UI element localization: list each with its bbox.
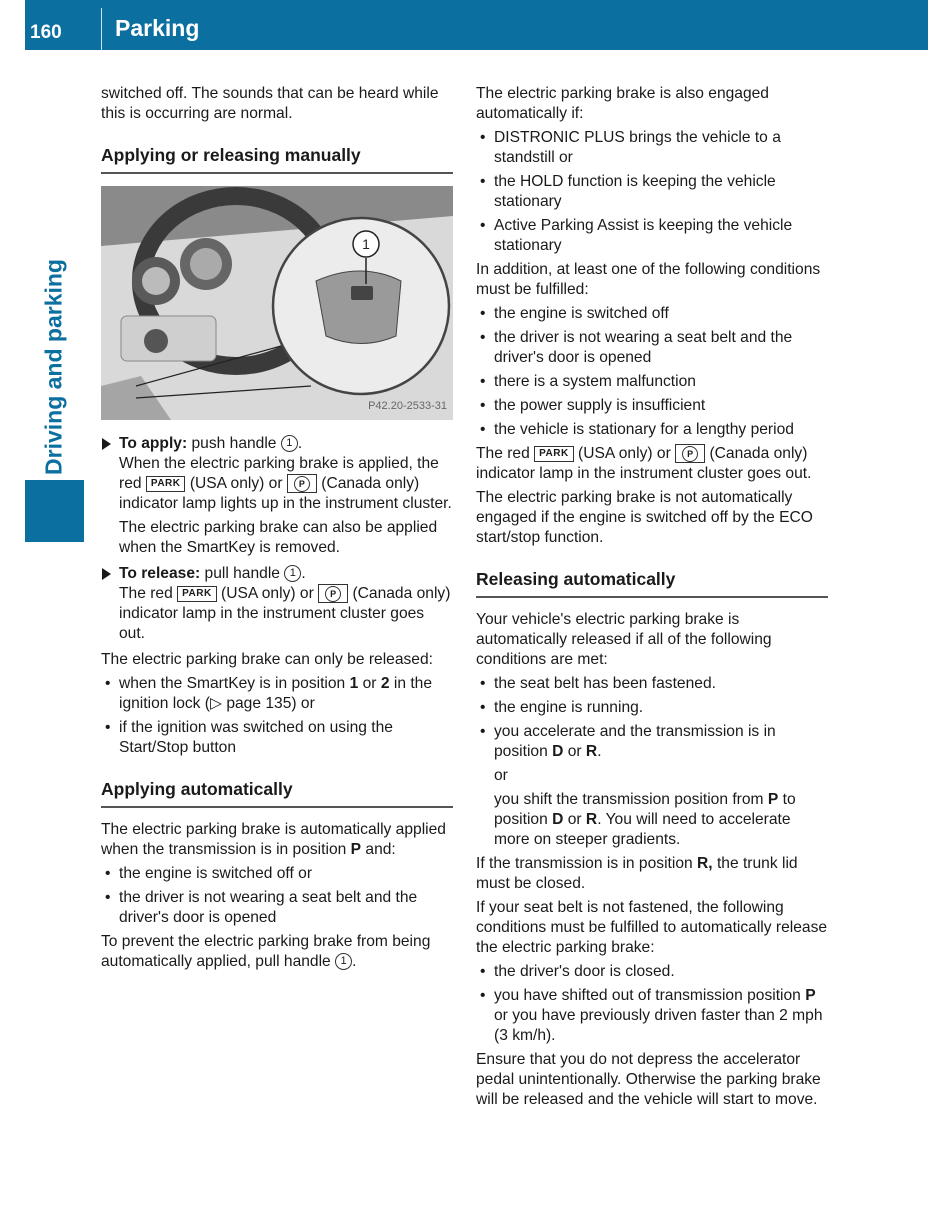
left-column xyxy=(101,84,453,976)
auto-apply-list xyxy=(101,864,453,928)
p-circle-glyph: P xyxy=(294,476,310,492)
handle-number-icon: 1 xyxy=(284,565,301,582)
intro-paragraph: switched off. The sounds that can be heard while this is occurring are normal. xyxy=(101,85,439,122)
not-auto-paragraph: The electric parking brake is not automatically engaged if the engine is switched off by the ECO start/stop function. xyxy=(476,489,813,546)
release-p1a: The red xyxy=(119,585,173,602)
release-only-paragraph: The electric parking brake can only be released: xyxy=(101,651,433,668)
not-fastened-list xyxy=(476,962,828,1046)
auto-intro-paragraph: The electric parking brake is automatically applied when the transmission is in position P and: xyxy=(101,821,446,858)
list-item: • the seat belt has been fastened. xyxy=(476,674,828,694)
shift-paragraph: you shift the transmission position from P to position D or R. You will need to accelerate more on steeper gradients. xyxy=(494,791,796,848)
list-item: • there is a system malfunction xyxy=(476,372,828,392)
list-item: • the driver's door is closed. xyxy=(476,962,828,982)
handle-number-icon: 1 xyxy=(281,435,298,452)
side-tab-label: Driving and parking xyxy=(40,259,67,475)
release-label: To release: xyxy=(119,565,201,582)
list-item: • the power supply is insufficient xyxy=(476,396,828,416)
release-text: pull handle xyxy=(204,565,280,582)
apply-step xyxy=(101,434,453,558)
list-item: • you accelerate and the transmission is in position D or R. xyxy=(476,722,828,762)
in-addition-paragraph: In addition, at least one of the following conditions must be fulfilled: xyxy=(476,261,821,298)
apply-p1c: (Canada only) indicator lamp lights up in the instrument cluster. xyxy=(119,475,452,512)
prevent-paragraph: To prevent the electric parking brake from being automatically applied, pull handle 1 . xyxy=(101,933,431,970)
apply-end: . xyxy=(297,435,303,452)
engaged-list xyxy=(476,128,828,256)
apply-text: push handle xyxy=(191,435,277,452)
lamp-paragraph: The red PARK (USA only) or P (Canada only) indicator lamp in the instrument cluster goes out. xyxy=(476,445,812,482)
section-heading-auto-release: Releasing automatically xyxy=(476,568,828,598)
section-heading-auto-apply: Applying automatically xyxy=(101,778,453,808)
figure-code: P42.20-2533-31 xyxy=(368,400,447,412)
release-intro-paragraph: Your vehicle's electric parking brake is automatically released if all of the following conditions are met: xyxy=(476,611,772,668)
page-number: 160 xyxy=(30,22,62,43)
side-tab-marker xyxy=(25,480,84,542)
dashboard-illustration xyxy=(101,186,453,420)
list-item: • the driver is not wearing a seat belt and the driver's door is opened xyxy=(101,888,453,928)
auto-release-list xyxy=(476,674,828,762)
p-circle-indicator-icon xyxy=(287,474,317,493)
apply-p2: The electric parking brake can also be applied when the SmartKey is removed. xyxy=(119,519,438,556)
list-item: • if the ignition was switched on using the Start/Stop button xyxy=(101,718,453,758)
parking-brake-figure xyxy=(101,186,453,420)
step-arrow-icon xyxy=(102,568,111,580)
p-circle-indicator-icon xyxy=(318,584,348,603)
release-p1b: (USA only) or xyxy=(221,585,314,602)
conditions-list xyxy=(476,304,828,440)
section-heading-manual: Applying or releasing manually xyxy=(101,144,453,174)
p-circle-indicator-icon xyxy=(675,444,705,463)
right-column xyxy=(476,84,828,1114)
not-fastened-paragraph: If your seat belt is not fastened, the following conditions must be fulfilled to automatically release the electric parking brake: xyxy=(476,899,828,956)
handle-number-icon: 1 xyxy=(335,953,352,970)
release-step xyxy=(101,564,453,644)
release-p1c: (Canada only) indicator lamp in the instrument cluster goes out. xyxy=(119,585,451,642)
chapter-title: Parking xyxy=(115,15,200,41)
apply-p1a: When the electric parking brake is applied, the red xyxy=(119,455,439,492)
park-indicator-icon: PARK xyxy=(534,446,574,462)
ensure-paragraph: Ensure that you do not depress the accelerator pedal unintentionally. Otherwise the parking brake will be released and the vehicle will start to move. xyxy=(476,1051,821,1108)
list-item: • Active Parking Assist is keeping the vehicle stationary xyxy=(476,216,828,256)
list-item: • the vehicle is stationary for a lengthy period xyxy=(476,420,828,440)
header-divider xyxy=(101,8,102,50)
trunk-paragraph: If the transmission is in position R, the trunk lid must be closed. xyxy=(476,855,798,892)
apply-p1b: (USA only) or xyxy=(189,475,283,492)
p-circle-glyph: P xyxy=(682,446,698,462)
list-item: • the driver is not wearing a seat belt and the driver's door is opened xyxy=(476,328,828,368)
also-engaged-paragraph: The electric parking brake is also engaged automatically if: xyxy=(476,85,769,122)
apply-label: To apply: xyxy=(119,435,188,452)
list-item: • when the SmartKey is in position 1 or 2 in the ignition lock (▷ page 135) or xyxy=(101,674,453,714)
or-text: or xyxy=(494,767,508,784)
list-item: • the engine is switched off xyxy=(476,304,828,324)
list-item: • the HOLD function is keeping the vehicle stationary xyxy=(476,172,828,212)
release-conditions-list xyxy=(101,674,453,758)
list-item: • the engine is switched off or xyxy=(101,864,453,884)
p-circle-glyph: P xyxy=(325,586,341,602)
list-item: • you have shifted out of transmission position P or you have previously driven faster than 2 mph (3 km/h). xyxy=(476,986,828,1046)
park-indicator-icon: PARK xyxy=(177,586,217,602)
list-item: • the engine is running. xyxy=(476,698,828,718)
release-end: . xyxy=(301,565,306,582)
list-item: • DISTRONIC PLUS brings the vehicle to a standstill or xyxy=(476,128,828,168)
step-arrow-icon xyxy=(102,438,111,450)
park-indicator-icon: PARK xyxy=(146,476,186,492)
figure-callout-number: 1 xyxy=(362,236,370,252)
